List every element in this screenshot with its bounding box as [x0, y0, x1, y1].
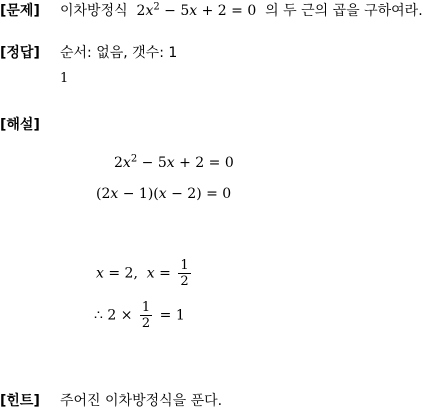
fraction-numerator-2: 1 — [141, 300, 151, 315]
solution-tag: [해설] — [0, 117, 40, 133]
fraction-denominator: 2 — [180, 274, 189, 289]
fraction-denominator-2: 2 — [141, 316, 151, 331]
problem-text-before: 이차방정식 — [60, 3, 128, 19]
solution-step2: (2x − 1)(x − 2) = 0 — [96, 186, 232, 202]
answer-tag: [정답] — [0, 45, 40, 61]
problem-statement — [60, 2, 423, 20]
problem-tag: [문제] — [0, 3, 40, 19]
hint-text: 주어진 이차방정식을 푼다. — [60, 393, 223, 409]
problem-equation-rendered: $2x^2 - 5x + 2 = 0$ — [132, 1, 261, 19]
answer-value: 1 — [60, 71, 69, 86]
solution-step3: x = 2, x = $\frac{1}{2}$ — [96, 258, 189, 289]
therefore-expression: ∴ 2 × — [94, 307, 133, 324]
answer-line: 순서: 없음, 갯수: 1 — [60, 45, 178, 61]
fraction-numerator: 1 — [180, 258, 189, 273]
hint-tag: [힌트] — [0, 393, 40, 409]
solution-step4 — [94, 300, 185, 331]
problem-text-after: 의 두 근의 곱을 구하여라. — [265, 3, 423, 19]
fraction-one-half-2 — [140, 300, 152, 331]
fraction-one-half — [178, 258, 190, 289]
solution-step1: $2x^2 - 5x + 2 = 0$ — [114, 153, 234, 171]
step4-result: = 1 — [159, 307, 185, 324]
